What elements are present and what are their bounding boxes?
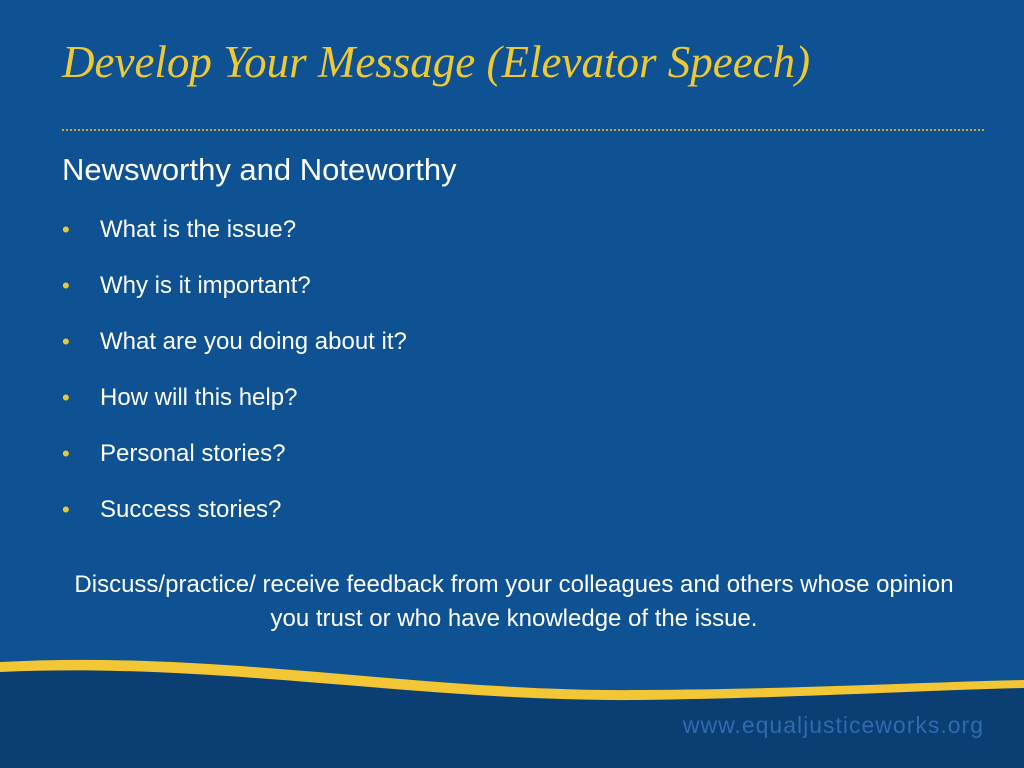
footer-website-url: www.equaljusticeworks.org (682, 712, 984, 738)
footer-swoosh (0, 640, 1024, 768)
bullet-icon: • (62, 273, 70, 298)
bullet-icon: • (62, 329, 70, 354)
slide-title: Develop Your Message (Elevator Speech) (62, 37, 811, 87)
bullet-item (62, 490, 407, 546)
bullet-item (62, 266, 407, 322)
bullet-item (62, 322, 407, 378)
bullet-item (62, 434, 407, 490)
bullet-icon: • (62, 497, 70, 522)
bullet-item (62, 378, 407, 434)
bullet-text: What is the issue? (100, 216, 297, 243)
bullet-icon: • (62, 385, 70, 410)
bullet-icon: • (62, 217, 70, 242)
bullet-text: Success stories? (100, 496, 282, 523)
bullet-text: Why is it important? (100, 272, 311, 299)
bullet-item (62, 210, 407, 266)
bullet-list (62, 210, 407, 546)
bullet-text: Personal stories? (100, 440, 286, 467)
title-divider (62, 129, 984, 131)
bullet-icon: • (62, 441, 70, 466)
discussion-note: Discuss/practice/ receive feedback from your colleagues and others whose opinion you trust or who have knowledge of the issue. (74, 571, 954, 632)
bullet-text: How will this help? (100, 384, 298, 411)
slide-subtitle: Newsworthy and Noteworthy (62, 152, 457, 187)
bullet-text: What are you doing about it? (100, 328, 407, 355)
